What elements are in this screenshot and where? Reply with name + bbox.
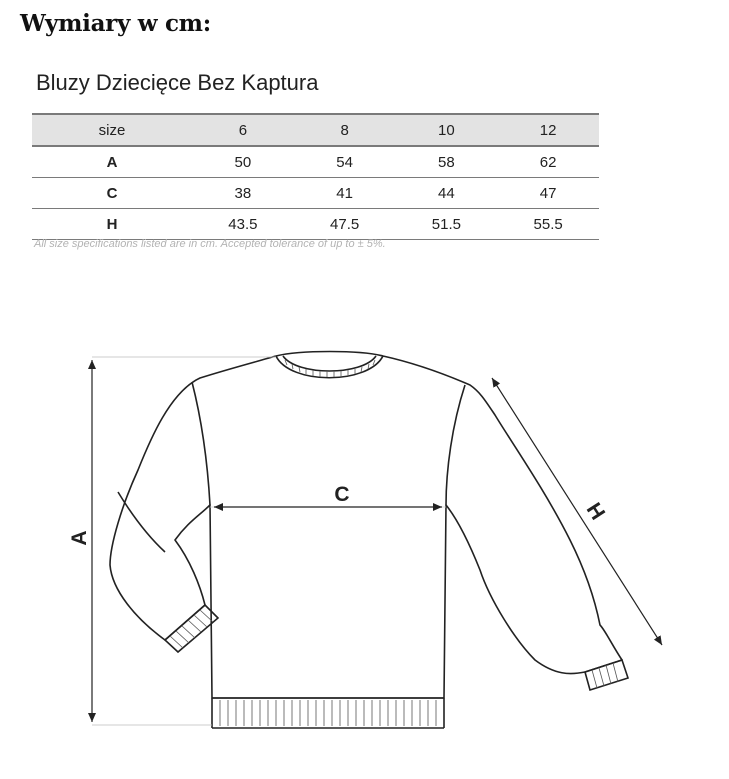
table-cell: 43.5 <box>192 209 294 240</box>
table-cell: 54 <box>294 146 396 178</box>
header-cell-8: 8 <box>294 114 396 146</box>
table-cell: 41 <box>294 178 396 209</box>
row-label-h: H <box>32 209 192 240</box>
header-cell-12: 12 <box>497 114 599 146</box>
dimension-h <box>492 378 662 645</box>
row-label-a: A <box>32 146 192 178</box>
table-row-a <box>32 146 599 178</box>
dimension-c <box>210 483 446 507</box>
table-row-c <box>32 178 599 209</box>
size-table-header-row <box>32 114 599 146</box>
dimension-h-arrow <box>492 378 662 645</box>
header-cell-6: 6 <box>192 114 294 146</box>
tolerance-footnote: All size specifications listed are in cm. Accepted tolerance of up to ± 5%. <box>34 238 386 250</box>
waistband-ribbing <box>212 698 444 728</box>
dimension-h-label: H <box>581 498 610 525</box>
dimension-a <box>68 357 276 725</box>
table-cell: 47 <box>497 178 599 209</box>
neck-rib-hatching <box>285 360 375 377</box>
table-row-h <box>32 209 599 240</box>
page-heading: Wymiary w cm: <box>20 10 211 37</box>
left-cuff-ribbing <box>165 605 218 652</box>
sweatshirt-diagram <box>0 340 729 779</box>
table-cell: 50 <box>192 146 294 178</box>
table-cell: 44 <box>396 178 498 209</box>
dimension-c-label: C <box>334 483 350 506</box>
size-table <box>32 113 599 240</box>
table-cell: 62 <box>497 146 599 178</box>
right-cuff-ribbing <box>585 660 628 690</box>
dimension-a-label: A <box>68 530 91 546</box>
header-cell-size: size <box>32 114 192 146</box>
table-cell: 47.5 <box>294 209 396 240</box>
table-cell: 38 <box>192 178 294 209</box>
sweatshirt-outline <box>110 352 622 699</box>
header-cell-10: 10 <box>396 114 498 146</box>
table-cell: 55.5 <box>497 209 599 240</box>
table-cell: 58 <box>396 146 498 178</box>
product-title: Bluzy Dziecięce Bez Kaptura <box>36 70 319 95</box>
row-label-c: C <box>32 178 192 209</box>
table-cell: 51.5 <box>396 209 498 240</box>
